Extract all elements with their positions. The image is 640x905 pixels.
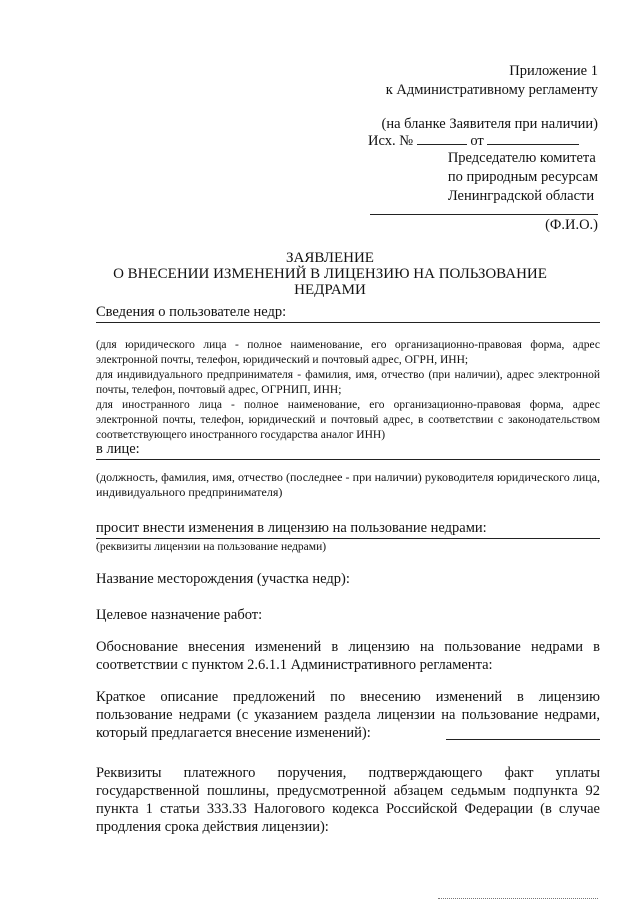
person-field[interactable] [96,441,600,460]
document-title [60,250,600,298]
proposal-field[interactable] [446,739,600,740]
person-hint: (должность, фамилия, имя, отчество (последнее - при наличии) руководителя юридического лица, индивидуального предпринимателя) [96,470,600,499]
user-info-field[interactable] [96,304,600,323]
title-line-3: НЕДРАМИ [294,282,366,298]
recipient-name-field[interactable] [370,214,598,215]
outgoing-ref-line [368,132,579,150]
user-info-label: Сведения о пользователе недр: [96,304,287,320]
payment-label: Реквизиты платежного поручения, подтверждающего факт уплаты государственной пошлины, предусмотренной абзацем седьмым подпункта 92 пункта 1 статьи 333.33 Налогового кодекса Российской Федерации (в случае продления срока действия лицензии): [96,765,600,835]
user-info-hint-foreign: для иностранного лица - полное наименование, его организационно-правовая форма, адрес электронной почты, телефон, юридический и почтовый адрес, в соответствии с законодательством соответствующего иностранного государства аналог ИНН) [96,399,600,441]
appendix-header [386,62,598,100]
appendix-number: Приложение 1 [509,63,598,79]
request-hint: (реквизиты лицензии на пользование недрами) [96,541,327,553]
purpose-label: Целевое назначение работ: [96,607,263,623]
title-line-1: ЗАЯВЛЕНИЕ [286,250,374,266]
title-line-2: О ВНЕСЕНИИ ИЗМЕНЕНИЙ В ЛИЦЕНЗИЮ НА ПОЛЬЗОВАНИЕ [113,266,547,282]
fio-label: (Ф.И.О.) [545,217,598,233]
proposal-label: Краткое описание предложений по внесению изменений в лицензию пользование недрами (с указанием раздела лицензии на пользование недрами, который предлагается внесение изменений): [96,689,600,741]
recipient-line-1: Председателю комитета [447,150,596,166]
user-info-hint-entrepreneur: для индивидуального предпринимателя - фамилия, имя, отчество (при наличии), адрес электронной почты, телефон, почтовый адрес, ОГРНИП, ИНН; [96,369,600,396]
user-info-hint-legal: (для юридического лица - полное наименование, его организационно-правовая форма, адрес электронной почты, телефон, юридический и почтовый адрес, ОГРН, ИНН; [96,339,600,366]
request-label: просит внести изменения в лицензию на пользование недрами: [96,520,487,536]
ref-date-label: от [470,133,484,149]
user-info-hint [96,338,600,443]
deposit-label: Название месторождения (участка недр): [96,571,350,587]
ref-date-field[interactable] [487,132,579,145]
appendix-regulation: к Административному регламенту [385,82,598,98]
form-hint: (на бланке Заявителя при наличии) [381,116,598,132]
ref-number-label: Исх. № [368,133,414,149]
request-field[interactable] [96,520,600,539]
recipient-line-2: по природным ресурсам [447,169,598,185]
justification-label: Обоснование внесения изменений в лицензию на пользование недрами в соответствии с пунктом 2.6.1.1 Административного регламента: [96,639,600,673]
recipient-block [448,149,598,206]
ref-number-field[interactable] [417,132,467,145]
person-label: в лице: [96,441,140,457]
recipient-line-3: Ленинградской области [447,188,595,204]
page-edge-mark [438,898,598,899]
